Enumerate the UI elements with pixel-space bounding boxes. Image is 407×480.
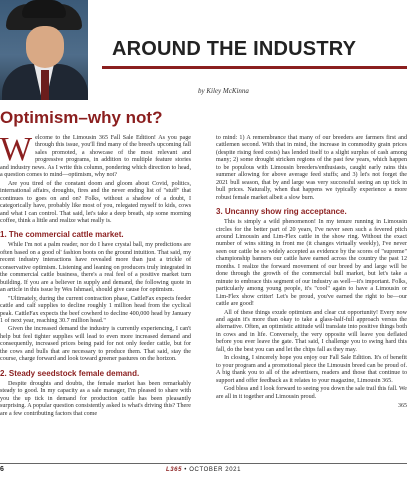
footer-rule [0, 463, 407, 464]
paragraph: This is simply a wild phenomenon! In my tenure running in Limousin circles for the better part of 20 years, I've never seen such a fevered pitch around Limousin and Lim-Flex cattle in the show ring. Without the exact number of wins sitting in front me (it changes virtually weekly), I've never seen our cattle be so widely accepted as evidence by the scores of "supreme" championship banners our cattle have earned across the country the past 12 months. I realize the forward movement of our breed by and large will be done through the growth of the commercial bull market, but let's take a minute to embrace this segment of our industry as well—it's important. Folks, particularly among young people, it's "cool" again to have a Limousin or Lim-Flex show critter! Let's be proud, you've earned the right to be—our cattle are good! [216, 219, 407, 308]
intro-text: elcome to the Limousin 365 Fall Sale Edition! As you page through this issue, you'll find many of the breed's upcoming fall sales promoted, a showcase of the most relevant and progressive programs, in addition to multiple feature stories and industry news. As I write this column, pondering which direction to head, a question comes to mind—optimism, why not? [0, 135, 191, 179]
page-number: 6 [0, 466, 4, 473]
paragraph: All of these things exude optimism and clear cut opportunity! Every now and again it's more than okay to take a glass-half-full approach versus the alternative. Often, an optimistic attitude will translate into positive things both in cows and in life. Conversely, the very opposite will leave you deflated before you ever leave the gate. That said, I challenge you to swing hard this fall, do the best you can and let the chips fall as they may. [216, 309, 407, 353]
brand-logo: L365 [165, 467, 183, 473]
hat-crown [22, 0, 66, 18]
paragraph: Despite droughts and doubts, the female market has been remarkably steady to good. In my capacity as a sale manager, I'm pleased to share with you the up tick in demand for production cattle has been pleasantly surprising. A popular question consistently asked is what's driving this? There are a few contributing factors that come [0, 380, 191, 417]
tie [41, 70, 49, 100]
column-title: AROUND THE INDUSTRY [112, 38, 357, 60]
issue-date: • OCTOBER 2021 [184, 467, 242, 473]
intro-paragraph [0, 131, 191, 180]
paragraph: In closing, I sincerely hope you enjoy our Fall Sale Edition. It's of benefit to your program and a promotional piece the Limousin breed can be proud of. A big thank you to all of the advertisers, readers and those that continue to support and offer feedback as it relates to your magazine, Limousin 365. [216, 355, 407, 384]
footer-info [0, 467, 407, 473]
paragraph: Are you tired of the constant doom and gloom about Covid, politics, international affairs, droughts, fires and the never ending list of "stuff" that continues to goes on and on? Folks, without a shadow of a doubt, I categorically have, probably like most of you, relegated myself to kids, cows and what I can control. That said, let's take a deep breath, sip some morning coffee, think a little and realize what really is. [0, 180, 191, 224]
end-mark: 365 [398, 402, 407, 409]
face [26, 26, 64, 68]
right-column [216, 135, 407, 410]
paragraph: While I'm not a palm reader, nor do I have crystal ball, my predictions are often based on a good ol' fashion boots on the ground intuition. That said, my recent industry interactions have revealed more than just a trickle of conservative optimism. Listening and leaning on producers truly integrated in the commercial cattle business, there's a real feel of a positive market turn building. If you are a believer in supply and demand, the following quote in an article in this issue by Wes Ishmael, should give cause for optimism. [0, 242, 191, 294]
quote-paragraph: "Ultimately, during the current contraction phase, CattleFax expects feeder cattle and calf supplies to decline roughly 1 million head from the cyclical peak. CattleFax expects the beef cowherd to decline 400,000 head by January 1 of next year, reaching 30.7 million head." [0, 295, 191, 324]
subheading-female-demand: 2. Steady seedstock female demand. [0, 368, 140, 378]
left-column [0, 131, 191, 419]
title-rule [102, 66, 407, 69]
subheading-commercial-market: 1. The commercial cattle market. [0, 230, 124, 240]
article-headline: Optimism–why not? [0, 108, 163, 127]
paragraph: God bless and I look forward to seeing you down the sale trail this fall. We are all in it together and Limousin proud. [216, 386, 407, 400]
paragraph: to mind: 1) A remembrance that many of our breeders are farmers first and cattlemen second. With that in mind, the increase in commodity grain prices (despite rising feed costs) has lended itself to a slight surplus of cash among many; 2) some drought stricken regions of the past few years, which happen to be populous with Limousin breeders/enthusiasts, caught early rains this summer allowing for above average feed stuffs; and 3) let's not forget the 2021 bull season, that by and large was very successful seeing an up tick in bull prices. Naturally, when that happens we typically experience a more robust female market albeit a slow burn. [216, 135, 407, 201]
byline: by Kiley McKinna [198, 87, 249, 95]
subheading-show-ring: 3. Uncanny show ring acceptance. [216, 207, 347, 217]
author-photo [0, 0, 88, 100]
paragraph: Given the increased demand the industry is currently experiencing, I can't help but feel tighter supplies will lead to even more increased demand and consequently, increased prices being paid for not only feeder cattle, but for the cows and bulls that are necessary to produce them. That said, stay the course, charge forward and look toward greener pastures on the horizon. [0, 326, 191, 363]
drop-cap: W [0, 131, 33, 168]
page-header [0, 0, 407, 100]
